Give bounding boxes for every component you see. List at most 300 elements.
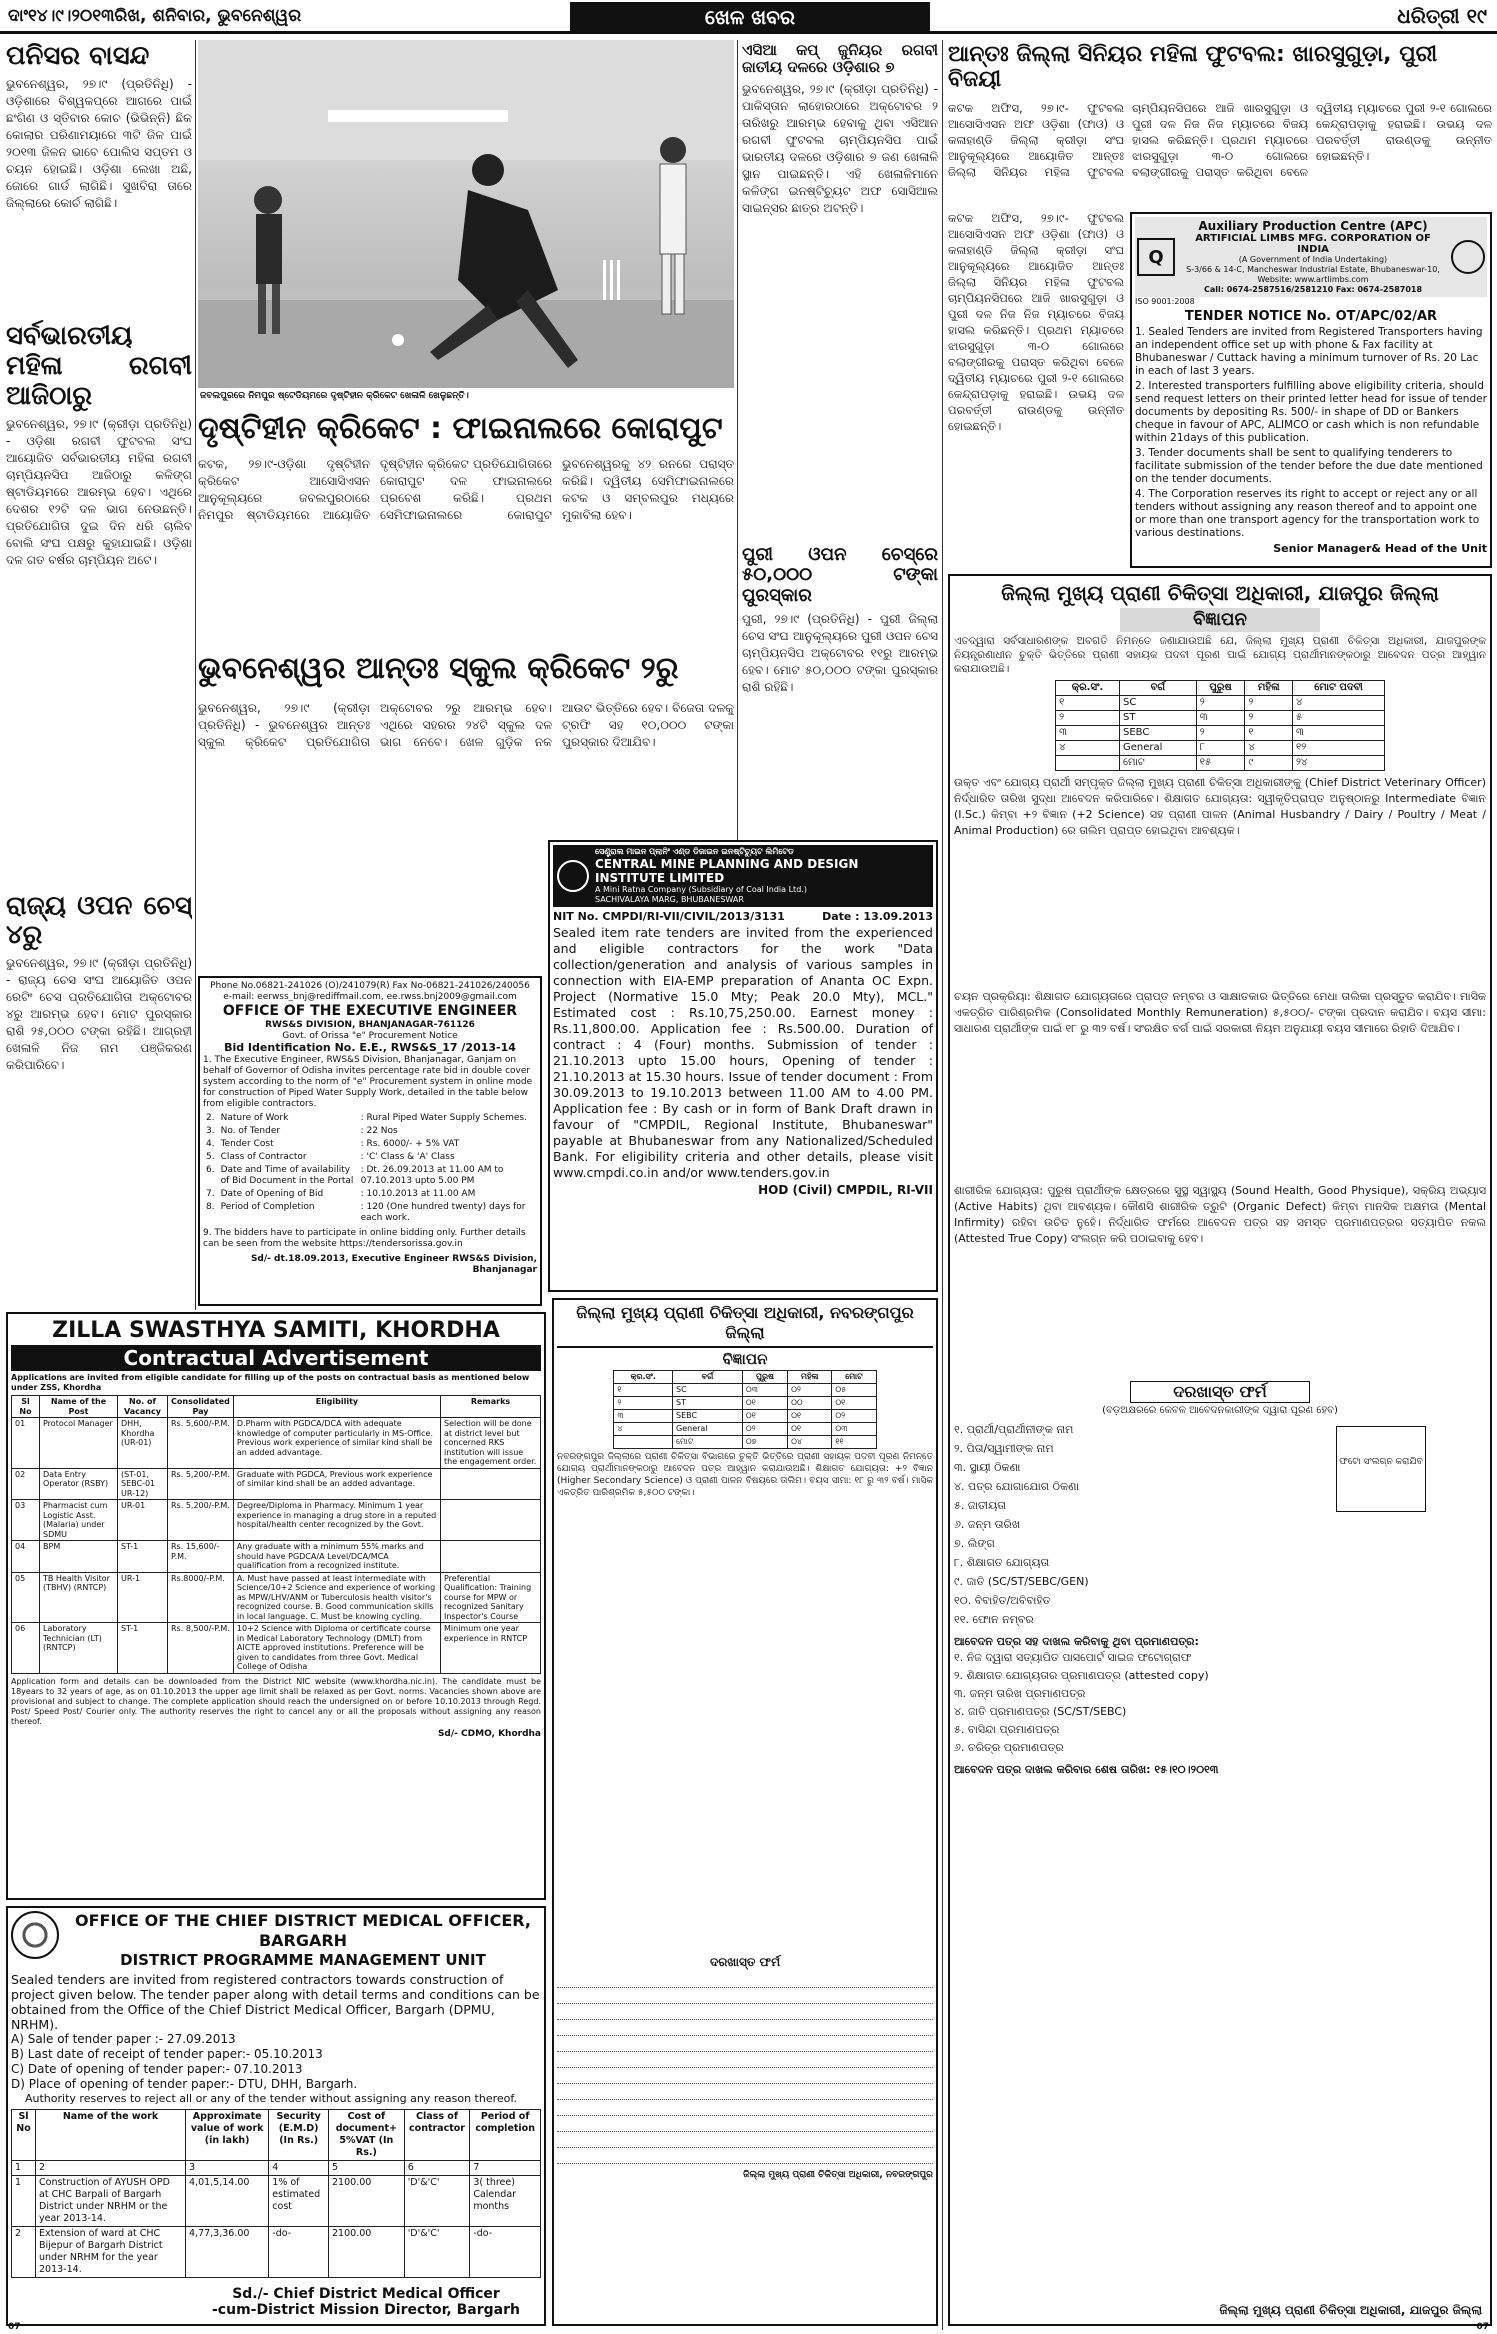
column-header: ମହିଳା <box>788 1371 832 1384</box>
form-field: ୭. ଲିଙ୍ଗ <box>954 1537 995 1550</box>
ad-contact: Call: 0674-2587516/2581210 Fax: 0674-2587018 <box>1203 285 1423 294</box>
womens-football-article-cont <box>948 210 1124 550</box>
form-lines <box>557 1974 933 2164</box>
ad-signature: ଜିଲ୍ଲା ମୁଖ୍ୟ ପ୍ରାଣୀ ଚିକିତ୍ସା ଅଧିକାରୀ, ଯାଜପୁର ଜିଲ୍ଲା <box>1219 2303 1482 2317</box>
newspaper-masthead: ଧରିତ୍ରୀ ୧୯ <box>1397 4 1487 28</box>
column-header: Period of completion <box>470 2110 541 2161</box>
photo-caption: ଜବଲପୁରରେ ନିମପୁର ଷ୍ଟେଡିୟମରେ ଦୃଷ୍ଟିହୀନ କ୍ରିକେଟ ଖେଳାଳି ଖେଳୁଛନ୍ତି। <box>200 391 469 401</box>
ad-title: ଜିଲ୍ଲା ମୁଖ୍ୟ ପ୍ରାଣୀ ଚିକିତ୍ସା ଅଧିକାରୀ, ଯାଜପୁର ଜିଲ୍ଲା <box>1001 581 1439 605</box>
form-line <box>557 2086 933 2100</box>
table-cell: 10+2 Science with Diploma or certificate course in Medical Laboratory Technology (DMLT) from AICTE approved institutions. Preference will be given to candidates from three Govt. Medical College of Odisha <box>233 1623 440 1674</box>
form-field: ୫. ଜାତୀୟତା <box>954 1499 1007 1512</box>
article-body: ଭୁବନେଶ୍ୱର, ୨୭।୯ (କ୍ରୀଡ଼ା ପ୍ରତିନିଧି) - ରାଜ୍ୟ ଚେସ ସଂଘ ଆୟୋଜିତ ଓପନ ରେଟିଂ ଚେସ ପ୍ରତିଯୋଗିତା ଅକ୍ଟୋବର ୪ରୁ ଆରମ୍ଭ ହେବ। ମୋଟ ପୁରସ୍କାର ରାଶି ୨୫,୦୦୦ ଟଙ୍କା ରହିଛି। ଆଗ୍ରହୀ ଖେଳାଳି ନିଜ ନାମ ପଞ୍ଜିକରଣ କରିପାରିବେ। <box>6 956 192 1073</box>
column-header: Security (E.M.D) (In Rs.) <box>269 2110 329 2161</box>
column-header: Name of the work <box>36 2110 186 2161</box>
table-cell: D.Pharm with PGDCA/DCA with adequate knowledge of computer particularly in MS-Office. Previous work experience of similar kind shall be an added advantage. <box>233 1418 440 1469</box>
table-cell <box>441 1468 541 1500</box>
deadline-note: ଆବେଦନ ପତ୍ର ଦାଖଲ କରିବାର ଶେଷ ତାରିଖ: ୧୫।୧୦।୨୦୧୩ <box>954 1763 1219 1776</box>
cmpdi-logo-icon <box>557 860 589 892</box>
ad-point: 3. Tender documents shall be sent to qualifying tenderers to facilitate submission of the tender before the due date mentioned on the tender documents. <box>1135 447 1483 485</box>
table-cell: 02 <box>12 1468 40 1500</box>
table-cell: Construction of AYUSH OPD at CHC Barpali of Bargarh District under NRHM or the year 2013-14. <box>36 2176 186 2227</box>
table-cell: General <box>1120 741 1197 756</box>
table-cell: 04 <box>12 1541 40 1573</box>
article-body: ଭୁବନେଶ୍ୱର, ୨୭।୯ (ପ୍ରତିନିଧି) - ଓଡ଼ିଶାରେ ବିଶ୍ୱକପ୍‌ରେ ଆଗରେ ପାଇଁ ଛଂଗିଣ ଓ ସ୍ତିବାର କୋଚ (ଭିଭିନ୍ନି) ଛିକ କୋଲାର ପରିଣାମୟାରେ ୩ଟି ଜିଳ ପାଇଁ ୨୦୧୩ ଜିଳନ ଭାବେ ପୋଲିସ ସପ୍ତମ ଓ ଚୟନ ହୋଇଛି। ଓଡ଼ିଶା ଲେଖା ଅଛି, ଜୋରେ ଗାର୍ଡ ଲାଗିଛି। ସୁଖବିରା ତାରେ ଜିଲ୍ଲାରେ କୋର୍ଚ ଲାଗିଛି। <box>6 76 192 210</box>
ad-org-odia: ସେଣ୍ଟ୍ରାଲ ମାଇନ ପ୍ଲାନିଂ ଏଣ୍ଡ ଡିଜାଇନ ଇନଷ୍ଟିଚ୍ୟୁଟ ଲିମିଟେଡ <box>595 847 794 856</box>
form-field: ୧୧. ଫୋନ ନମ୍ବର <box>954 1613 1034 1626</box>
table-cell: ୧ <box>614 1384 673 1397</box>
ad-cdmo-bargarh <box>6 1906 546 2326</box>
table-cell: : 22 Nos <box>360 1126 398 1136</box>
table-cell: SC <box>1120 696 1197 711</box>
table-cell: ୦୭ <box>742 1436 787 1449</box>
table-cell: Date of Opening of Bid <box>220 1189 324 1199</box>
form-field: ୬. ଜନ୍ମ ତାରିଖ <box>954 1518 1021 1531</box>
ad-footer: Application form and details can be downloaded from the District NIC website (www.khordha.nic.in). The candidate must be 18years to 32 years of age, as on 01.10.2013 the upper age limit shall be relaxed as per Govt. norms. Vacancies shown above are provisional and subject to change. The complete application should reach the undersigned on or before 10.10.2013 through Regd. Post/ Speed Post/ Courier only. The authority reserves the right to cancel any or all the proposals without assigning any reason thereof. <box>11 1676 541 1726</box>
column-divider <box>195 40 196 1310</box>
table-cell: ୩ <box>1056 726 1120 741</box>
table-cell: ୪ <box>1293 696 1385 711</box>
table-cell: UR-01 <box>118 1500 168 1541</box>
ad-title: OFFICE OF THE CHIEF DISTRICT MEDICAL OFFICER, BARGARH <box>74 1911 531 1950</box>
table-cell: 4 <box>269 2161 329 2176</box>
form-field: ୧୦. ବିବାହିତ/ଅବିବାହିତ <box>954 1594 1051 1607</box>
headline-panisara: ପନିସର ବାସନ୍ଦ <box>6 42 150 71</box>
ad-item: C) Date of opening of tender paper:- 07.10.2013 <box>11 2062 303 2076</box>
article-body: ପୁରୀ, ୨୭।୯ (ପ୍ରତିନିଧି) - ପୁରୀ ଜିଲ୍ଲା ଚେସ ସଂଘ ଆନୁକୂଲ୍ୟରେ ପୁରୀ ଓପନ ଚେସ ଚାମ୍ପିୟନସିପ ଅକ୍ଟୋବର ୧୧ରୁ ଆରମ୍ଭ ହେବ। ମୋଟ ୫୦,୦୦୦ ଟଙ୍କା ପୁରସ୍କାର ରାଶି ରହିଛି। <box>742 611 938 694</box>
table-cell: ୨୪ <box>1293 756 1385 771</box>
table-cell: 05 <box>12 1572 40 1623</box>
table-cell: : 120 (One hundred twenty) days for each work. <box>360 1202 526 1223</box>
table-cell: ୧୧ <box>832 1436 876 1449</box>
ad-address: S-3/66 & 14-C, Mancheswar Industrial Estate, Bhubaneswar-10, Website: www.artlimbs.com <box>1186 265 1440 284</box>
table-cell: Selection will be done at district level but concerned RKS institution will issue the engagement order. <box>441 1418 541 1469</box>
table-cell: ST-1 <box>118 1623 168 1674</box>
article-body: କଟକ ଅଫିସ, ୨୭।୯- ଫୁଟବଲ ଆସୋସିଏସନ ଅଫ ଓଡ଼ିଶା (ଫାଓ) ଓ କଳାହାଣ୍ଡି ଜିଲ୍ଲା କ୍ରୀଡ଼ା ସଂଘ ଆନୁକୂଲ୍ୟରେ ଆୟୋଜିତ ଆନ୍ତଃ ଜିଲ୍ଲା ସିନିୟର ମହିଳା ଫୁଟବଲ ଚାମ୍ପିୟନସିପରେ ଆଜି ଖାରସୁଗୁଡ଼ା ଓ ପୁରୀ ଦଳ ନିଜ ନିଜ ମ୍ୟାଚରେ ବିଜୟ ହାସଲ କରିଛନ୍ତି। ପ୍ରଥମ ମ୍ୟାଚରେ ଝାରସୁଗୁଡ଼ା ୩-୦ ଗୋଲରେ ବଲାଙ୍ଗୀରକୁ ପରାସ୍ତ କରିଥିବା ବେଳେ ଦ୍ୱିତୀୟ ମ୍ୟାଚରେ ପୁରୀ ୨-୧ ଗୋଲରେ କେନ୍ଦ୍ରାପଡ଼ାକୁ ହରାଇଛି। ଉଭୟ ଦଳ ପରବର୍ତ୍ତୀ ରାଉଣ୍ଡକୁ ଉନ୍ନୀତ ହୋଇଛନ୍ତି। <box>948 101 1492 179</box>
table-cell <box>1056 756 1120 771</box>
headline-womens-rugby: ସର୍ବଭାରତୀୟ ମହିଳା ରଗବୀ ଆଜିଠାରୁ <box>6 320 192 411</box>
ad-point: 4. The Corporation reserves its right to accept or reject any or all tenders without assigning any reason thereof and to appoint one or more than one transport agency for the transportation work to various destinations. <box>1135 488 1480 539</box>
table-cell: Tender Cost <box>220 1139 274 1149</box>
table-row <box>614 1436 876 1449</box>
attachment-item: ୪. ଜାତି ପ୍ରମାଣପତ୍ର (SC/ST/SEBC) <box>954 1705 1127 1718</box>
attachment-item: ୫. ବାସିନ୍ଦା ପ୍ରମାଣପତ୍ର <box>954 1723 1060 1736</box>
table-cell: Nature of Work <box>220 1113 289 1123</box>
article-body: ଭୁବନେଶ୍ୱର, ୨୭।୯ (କ୍ରୀଡ଼ା ପ୍ରତିନିଧି) - ଓଡ଼ିଶା ରଗବୀ ଫୁଟବଲ ସଂଘ ଆୟୋଜିତ ସର୍ବଭାରତୀୟ ମହିଳା ରଗବୀ ଚାମ୍ପିୟନସିପ ଆଜିଠାରୁ କଳିଙ୍ଗ ଷ୍ଟାଡିୟମରେ ଆରମ୍ଭ ହେବ। ଏଥିରେ ଦେଶର ୧୨ଟି ଦଳ ଭାଗ ନେଉଛନ୍ତି। ପ୍ରତିଯୋଗିତା ଦୁଇ ଦିନ ଧରି ଚାଲିବ ବୋଲି ସଂଘ ପକ୍ଷରୁ କୁହାଯାଇଛି। ଓଡ଼ିଶା ଦଳ ଗତ ବର୍ଷର ଚାମ୍ପିୟନ ଅଟେ। <box>6 416 192 567</box>
form-field: ୯. ଜାତି (SC/ST/SEBC/GEN) <box>954 1575 1089 1588</box>
column-header: ପୁରୁଷ <box>1196 681 1245 696</box>
attachment-item: ୩. ଜନ୍ମ ତାରିଖ ପ୍ରମାଣପତ୍ର <box>954 1687 1086 1700</box>
table-cell: 6 <box>404 2161 470 2176</box>
table-cell: : Rs. 6000/- + 5% VAT <box>360 1139 460 1149</box>
ad-address: SACHIVALAYA MARG, BHUBANESWAR <box>595 895 744 904</box>
ad-zilla-swasthya-samiti <box>6 1312 546 1900</box>
ad-item: A) Sale of tender paper :- 27.09.2013 <box>11 2032 236 2046</box>
headline-blind-cricket: ଦୃଷ୍ଟିହୀନ କ୍ରିକେଟ : ଫାଇନାଲରେ କୋରାପୁଟ <box>198 411 723 446</box>
ad-body: ଚୟନ ପ୍ରକ୍ରିୟା: ଶିକ୍ଷାଗତ ଯୋଗ୍ୟତାରେ ପ୍ରାପ୍ତ ନମ୍ବର ଓ ସାକ୍ଷାତକାର ଭିତ୍ତିରେ ମେଧା ତାଲିକା ପ୍ରସ୍ତୁତ କରାଯିବ। ମାସିକ ଏକତ୍ରିତ ପାରିଶ୍ରମିକ (Consolidated Monthly Remuneration) ୫,୫୦୦/- ଟଙ୍କା ପ୍ରଦାନ କରାଯିବ। ବୟସ ସୀମା: ସାଧାରଣ ପ୍ରାର୍ଥୀଙ୍କ ପାଇଁ ୧୮ ରୁ ୩୨ ବର୍ଷ। ସଂରକ୍ଷିତ ବର୍ଗ ପାଇଁ ସରକାରୀ ନିୟମ ଅନୁଯାୟୀ ବୟସ ସୀମାରେ ରିହାତି ଦିଆଯିବ। <box>954 990 1486 1035</box>
table-cell: ୦୨ <box>742 1423 787 1436</box>
table-cell: ୪ <box>1245 741 1293 756</box>
form-line <box>557 2054 933 2068</box>
table-cell: Rs. 15,600/-P.M. <box>168 1541 234 1573</box>
table-cell: ୦୨ <box>788 1384 832 1397</box>
ad-signature: Senior Manager& Head of the Unit <box>1273 542 1487 555</box>
table-cell: 1% of estimated cost <box>269 2176 329 2227</box>
table-row <box>614 1397 876 1410</box>
table-cell: : 'C' Class & 'A' Class <box>360 1152 455 1162</box>
table-cell: ୦୧ <box>832 1397 876 1410</box>
form-title: ଦରଖାସ୍ତ ଫର୍ମ <box>709 1955 781 1969</box>
nrhm-logo-icon <box>11 1911 59 1959</box>
table-cell: ୨ <box>1196 696 1245 711</box>
table-cell: SC <box>673 1384 743 1397</box>
attachment-item: ୬. ଚରିତ୍ର ପ୍ରମାଣପତ୍ର <box>954 1741 1064 1754</box>
ad-body: ଉକ୍ତ ଏବଂ ଯୋଗ୍ୟ ପ୍ରାର୍ଥୀ ସମ୍ପୃକ୍ତ ଜିଲ୍ଲା ମୁଖ୍ୟ ପ୍ରାଣୀ ଚିକିତ୍ସା ଅଧିକାରୀଙ୍କୁ (Chief District Veterinary Officer) ନିର୍ଦ୍ଧାରିତ ତାରିଖ ସୁଦ୍ଧା ଆବେଦନ କରିପାରିବେ। ଶିକ୍ଷାଗତ ଯୋଗ୍ୟତା: ସ୍ୱୀକୃତିପ୍ରାପ୍ତ ଅନୁଷ୍ଠାନରୁ Intermediate ବିଜ୍ଞାନ (I.Sc.) କିମ୍ବା +୨ ବିଜ୍ଞାନ (+2 Science) ସହ ପ୍ରାଣୀ ପାଳନ (Animal Husbandry / Dairy / Poultry / Meat / Animal Production) ରେ ତାଲିମ ପ୍ରାପ୍ତ ହୋଇଥିବା ଆବଶ୍ୟକ। <box>954 776 1486 837</box>
table-cell: Degree/Diploma in Pharmacy. Minimum 1 year experience in managing a drug store in a reputed hospital/health center recognized by the Govt. <box>233 1500 440 1541</box>
ad-signature: Sd/- dt.18.09.2013, Executive Engineer RWS&S Division, Bhanjanagar <box>250 1254 537 1275</box>
table-cell: 2100.00 <box>329 2227 405 2278</box>
table-row <box>203 1138 537 1151</box>
page-footer-right: 07 <box>1476 2322 1489 2332</box>
table-cell: 3( three) Calendar months <box>470 2176 541 2227</box>
table-cell: Rs. 5,600/-P.M. <box>168 1418 234 1469</box>
ad-band: ବିଜ୍ଞାପନ <box>1120 608 1320 632</box>
table-cell: 03 <box>12 1500 40 1541</box>
table-cell: ୫ <box>1293 711 1385 726</box>
table-cell: 6. <box>206 1165 215 1175</box>
table-cell: 2 <box>12 2227 36 2278</box>
column-divider <box>737 40 738 840</box>
column-header: ମହିଳା <box>1245 681 1293 696</box>
article-body: କଟକ ଅଫିସ, ୨୭।୯- ଫୁଟବଲ ଆସୋସିଏସନ ଅଫ ଓଡ଼ିଶା (ଫାଓ) ଓ କଳାହାଣ୍ଡି ଜିଲ୍ଲା କ୍ରୀଡ଼ା ସଂଘ ଆନୁକୂଲ୍ୟରେ ଆୟୋଜିତ ଆନ୍ତଃ ଜିଲ୍ଲା ସିନିୟର ମହିଳା ଫୁଟବଲ ଚାମ୍ପିୟନସିପରେ ଆଜି ଖାରସୁଗୁଡ଼ା ଓ ପୁରୀ ଦଳ ନିଜ ନିଜ ମ୍ୟାଚରେ ବିଜୟ ହାସଲ କରିଛନ୍ତି। ପ୍ରଥମ ମ୍ୟାଚରେ ଝାରସୁଗୁଡ଼ା ୩-୦ ଗୋଲରେ ବଲାଙ୍ଗୀରକୁ ପରାସ୍ତ କରିଥିବା ବେଳେ ଦ୍ୱିତୀୟ ମ୍ୟାଚରେ ପୁରୀ ୨-୧ ଗୋଲରେ କେନ୍ଦ୍ରାପଡ଼ାକୁ ହରାଇଛି। ଉଭୟ ଦଳ ପରବର୍ତ୍ତୀ ରାଉଣ୍ଡକୁ ଉନ୍ନୀତ ହୋଇଛନ୍ତି। <box>948 211 1124 433</box>
table-row <box>1056 756 1385 771</box>
accessibility-icon <box>1451 240 1485 274</box>
posts-table <box>11 1395 541 1674</box>
table-row <box>203 1125 537 1138</box>
table-cell: Graduate with PGDCA, Previous work experience of similar kind shall be an added advantage. <box>233 1468 440 1500</box>
column-header: Approximate value of work (in lakh) <box>186 2110 269 2161</box>
ad-title: ଜିଲ୍ଲା ମୁଖ୍ୟ ପ୍ରାଣୀ ଚିକିତ୍ସା ଅଧିକାରୀ, ନବରଙ୍ଗପୁର ଜିଲ୍ଲା <box>557 1303 933 1348</box>
table-cell: A. Must have passed at least intermediate with Science/10+2 Science and experience of working as MPW/LHV/ANM or Tuberculosis health visitor's recognized course. B. Good communication skills in local language. C. Must be knowing cycling. <box>233 1572 440 1623</box>
form-title: ଦରଖାସ୍ତ ଫର୍ମ <box>1130 1381 1310 1403</box>
table-cell: ୩ <box>1196 711 1245 726</box>
table-cell: ୧୫ <box>1196 756 1245 771</box>
table-cell <box>441 1500 541 1541</box>
table-cell: UR-1 <box>118 1572 168 1623</box>
table-cell: ୨ <box>1245 711 1293 726</box>
attachment-item: ୨. ଶିକ୍ଷାଗତ ଯୋଗ୍ୟତାର ପ୍ରମାଣପତ୍ର (attested copy) <box>954 1669 1209 1682</box>
header-dateline: ଦାଂ୧୪।୯।୨୦୧୩ରିଖ, ଶନିବାର, ଭୁବନେଶ୍ୱର <box>8 6 302 26</box>
table-header-row <box>614 1371 876 1384</box>
table-row <box>1056 696 1385 711</box>
table-cell: Preferential Qualification: Training course for MPW or recognized Sanitary Inspector's Course <box>441 1572 541 1623</box>
womens-football-article <box>948 100 1492 210</box>
table-header-row <box>12 1396 541 1418</box>
ad-signature: -cum-District Mission Director, Bargarh <box>212 2302 520 2318</box>
table-cell: ୨ <box>1056 711 1120 726</box>
table-cell: No. of Tender <box>220 1126 281 1136</box>
ad-details-table <box>203 1112 537 1225</box>
table-row <box>12 1541 541 1573</box>
table-cell: ମୋଟ <box>673 1436 743 1449</box>
ad-cdvo-nabarangpur <box>552 1298 938 2326</box>
table-cell: General <box>673 1423 743 1436</box>
ad-note: 9. The bidders have to participate in online bidding only. Further details can be seen from the website https://tendersorissa.gov.in <box>203 1228 526 1249</box>
table-header-row <box>1056 681 1385 696</box>
table-cell: Any graduate with a minimum 55% marks and should have PGDCA/A Level/DCA/MCA qualification from a recognized institute. <box>233 1541 440 1573</box>
headline-asia-cup-rugby: ଏସିଆ କପ୍ ଜୁନିୟର ରଗବୀ ଜାତୀୟ ଦଳରେ ଓଡ଼ିଶାର ୭ <box>742 42 938 77</box>
ad-item: D) Place of opening of tender paper:- DTU, DHH, Bargarh. <box>11 2077 358 2091</box>
table-row <box>203 1164 537 1188</box>
table-cell: 'D'&'C' <box>404 2176 470 2227</box>
table-row <box>12 2176 541 2227</box>
column-header: Eligibility <box>233 1396 440 1418</box>
ad-org: CENTRAL MINE PLANNING AND DESIGN INSTITUTE LIMITED <box>595 857 859 885</box>
column-header: No. of Vacancy <box>118 1396 168 1418</box>
table-cell: -do- <box>269 2227 329 2278</box>
column-header: ମୋଟ <box>832 1371 876 1384</box>
attachments-title: ଆବେଦନ ପତ୍ର ସହ ଦାଖଲ କରିବାକୁ ଥିବା ପ୍ରମାଣପତ୍ର: <box>954 1635 1199 1648</box>
table-cell: 4,77,3,36.00 <box>186 2227 269 2278</box>
table-cell: 4. <box>206 1139 215 1149</box>
table-cell: SEBC <box>1120 726 1197 741</box>
table-cell: ୦୧ <box>788 1423 832 1436</box>
form-field: ୨. ପିତା/ସ୍ୱାମୀଙ୍କ ନାମ <box>954 1442 1054 1455</box>
table-cell: ୩ <box>1293 726 1385 741</box>
ad-body: ନବରଙ୍ଗପୁର ଜିଲ୍ଲାରେ ପ୍ରାଣୀ ଚିକିତ୍ସା ବିଭାଗରେ ଚୁକ୍ତି ଭିତ୍ତିରେ ପ୍ରାଣୀ ସହାୟକ ପଦବୀ ପୂରଣ ନିମନ୍ତେ ଯୋଗ୍ୟ ପ୍ରାର୍ଥୀମାନଙ୍କଠାରୁ ଆବେଦନ ପତ୍ର ଆହ୍ୱାନ କରାଯାଉଅଛି। ଶିକ୍ଷାଗତ ଯୋଗ୍ୟତା: +୨ ବିଜ୍ଞାନ (Higher Secondary Science) ଓ ପ୍ରାଣୀ ପାଳନ ବିଷୟରେ ତାଲିମ। ବୟସ ସୀମା: ୧୮ ରୁ ୩୨ ବର୍ଷ। ମାସିକ ଏକତ୍ରିତ ପାରିଶ୍ରମିକ ୫,୫୦୦ ଟଙ୍କା। <box>557 1452 933 1498</box>
ad-signature: HOD (Civil) CMPDIL, RI-VII <box>758 1183 933 1197</box>
ad-intro: 1. The Executive Engineer, RWS&S Division, Bhanjanagar, Ganjam on behalf of Governor of Odisha invites percentage rate bid in double cover system according to the norm of "e" Procurement system in online mode for construction of Piped Water Supply Work, detailed in the table below from eligible contractors. <box>203 1055 533 1109</box>
table-row <box>12 1623 541 1674</box>
ad-band: ବିଜ୍ଞାପନ <box>722 1350 768 1368</box>
column-header: ପୁରୁଷ <box>742 1371 787 1384</box>
photo-box: ଫଟୋ ସଂଲଗ୍ନ କରାଯିବ <box>1336 1426 1426 1512</box>
table-row <box>12 1418 541 1469</box>
form-line <box>557 2134 933 2148</box>
ad-reserve-note: Authority reserves to reject all or any of the tender without assigning any reason thereof. <box>25 2092 517 2105</box>
ad-notice-number: TENDER NOTICE No. OT/APC/02/AR <box>1184 309 1438 324</box>
section-title: ଖେଳ ଖବର <box>570 2 930 32</box>
column-divider <box>942 40 943 2330</box>
table-cell: Protocol Manager <box>40 1418 118 1469</box>
table-header-row <box>12 2110 541 2161</box>
table-row <box>12 1468 541 1500</box>
column-header: Consolidated Pay <box>168 1396 234 1418</box>
page-footer-left: 07 <box>8 2322 21 2332</box>
column-header: Sl No <box>12 1396 40 1418</box>
form-line <box>557 1974 933 1988</box>
table-cell: 1 <box>12 2176 36 2227</box>
table-cell: ST-1 <box>118 1541 168 1573</box>
ad-title: OFFICE OF THE EXECUTIVE ENGINEER <box>222 1003 518 1019</box>
alimco-logo-icon: Q <box>1137 238 1175 276</box>
table-row <box>12 2161 541 2176</box>
application-form <box>954 1420 1486 1629</box>
column-header: କ୍ର.ସଂ. <box>614 1371 673 1384</box>
form-line <box>557 2118 933 2132</box>
column-header: ମୋଟ ପଦବୀ <box>1293 681 1385 696</box>
ad-phone: Phone No.06821-241026 (O)/241079(R) Fax No-06821-241026/240056 <box>210 981 530 991</box>
table-cell: 5. <box>206 1152 215 1162</box>
ad-cdvo-jajpur <box>948 574 1492 2326</box>
table-cell: -do- <box>470 2227 541 2278</box>
table-cell: Data Entry Operator (RSBY) <box>40 1468 118 1500</box>
table-cell: ୧୨ <box>1293 741 1385 756</box>
table-cell: ୩ <box>614 1410 673 1423</box>
table-cell: Date and Time of availability of Bid Document in the Portal <box>220 1165 354 1186</box>
ad-point: 1. Sealed Tenders are invited from Registered Transporters having an independent office set up with phone & Fax facility at Bhubaneswar / Cuttack having a minimum turnover of Rs. 20 Lac in each of last 3 years. <box>1135 326 1483 377</box>
table-row <box>614 1410 876 1423</box>
table-row <box>614 1384 876 1397</box>
table-row <box>12 1500 541 1541</box>
column-header: ବର୍ଗ <box>673 1371 743 1384</box>
table-cell: 8. <box>206 1202 215 1212</box>
table-cell: ୦୧ <box>742 1397 787 1410</box>
table-cell: DHH, Khordha (UR-01) <box>118 1418 168 1469</box>
column-header: Class of contractor <box>404 2110 470 2161</box>
table-row <box>1056 741 1385 756</box>
ad-nit-number: NIT No. CMPDI/RI-VII/CIVIL/2013/3131 <box>553 910 785 923</box>
ad-name: Auxiliary Production Centre (APC) <box>1198 219 1428 233</box>
table-cell: Pharmacist cum Logistic Asst. (Malaria) under SDMU <box>40 1500 118 1541</box>
ad-title: ZILLA SWASTHYA SAMITI, KHORDHA <box>52 1318 500 1343</box>
table-cell: ୦୩ <box>832 1423 876 1436</box>
vacancy-table <box>613 1370 876 1449</box>
table-cell: 7 <box>470 2161 541 2176</box>
form-field: ୧. ପ୍ରାର୍ଥୀ/ପ୍ରାର୍ଥୀନୀଙ୍କ ନାମ <box>954 1423 1074 1436</box>
ad-intro: Applications are invited from eligible candidate for filling up of the posts on contractual basis as mentioned below under ZSS, Khordha <box>11 1373 530 1392</box>
column-header: କ୍ର.ସଂ. <box>1056 681 1120 696</box>
table-row <box>203 1201 537 1225</box>
table-cell <box>614 1436 673 1449</box>
ad-govt: (A Government of India Undertaking) <box>1238 255 1388 264</box>
column-left-news <box>6 42 192 1302</box>
table-cell: ୧ <box>1056 696 1120 711</box>
form-field: ୩. ସ୍ଥାୟୀ ଠିକଣା <box>954 1461 1021 1474</box>
ad-intro: ଏତଦ୍ୱାରା ସର୍ବସାଧାରଣଙ୍କ ଅବଗତି ନିମନ୍ତେ ଜଣାଯାଉଅଛି ଯେ, ଜିଲ୍ଲା ମୁଖ୍ୟ ପ୍ରାଣୀ ଚିକିତ୍ସା ଅଧିକାରୀ, ଯାଜପୁରଙ୍କ ନିୟନ୍ତ୍ରଣାଧୀନ ଚୁକ୍ତି ଭିତ୍ତିରେ ପ୍ରାଣୀ ସହାୟକ ପଦବୀ ପୂରଣ ପାଇଁ ଯୋଗ୍ୟ ପ୍ରାର୍ଥୀମାନଙ୍କଠାରୁ ଆବେଦନ ପତ୍ର ଆହ୍ୱାନ କରାଯାଉଅଛି। <box>954 635 1486 675</box>
table-cell: 01 <box>12 1418 40 1469</box>
table-cell: ୨ <box>1196 726 1245 741</box>
table-cell: Rs.8000/-P.M. <box>168 1572 234 1623</box>
ad-band: Contractual Advertisement <box>11 1345 541 1371</box>
table-row <box>614 1423 876 1436</box>
table-cell: 4,01,5,14.00 <box>186 2176 269 2227</box>
blind-cricket-photo <box>198 40 734 388</box>
iso-badge: ISO 9001:2008 <box>1135 297 1195 306</box>
ad-signature: Sd/- CDMO, Khordha <box>437 1728 541 1739</box>
table-cell: ୨ <box>1245 696 1293 711</box>
ad-body: ଶାରୀରିକ ଯୋଗ୍ୟତା: ପୁରୁଷ ପ୍ରାର୍ଥୀଙ୍କ କ୍ଷେତ୍ରରେ ସୁସ୍ଥ ସ୍ୱାସ୍ଥ୍ୟ (Sound Health, Good Physique), ସକ୍ରିୟ ଅଭ୍ୟାସ (Active Habits) ଥିବା ଆବଶ୍ୟକ। କୌଣସି ଶାରୀରିକ ତ୍ରୁଟି (Organic Defect) କିମ୍ବା ମାନସିକ ଅକ୍ଷମତା (Mental Infirmity) ରହିବା ଉଚିତ ନୁହେଁ। ନିର୍ଦ୍ଧାରିତ ଫର୍ମରେ ଆବେଦନ ପତ୍ର ସହ ସମସ୍ତ ପ୍ରମାଣପତ୍ରର ସତ୍ୟାପିତ ନକଲ (Attested True Copy) ସଂଲଗ୍ନ କରି ପଠାଇବାକୁ ହେବ। <box>954 1184 1486 1245</box>
table-row <box>1056 726 1385 741</box>
form-line <box>557 2070 933 2084</box>
table-cell: 3. <box>206 1126 215 1136</box>
table-row <box>203 1188 537 1201</box>
table-cell: ୦୦ <box>788 1397 832 1410</box>
article-body: ଭୁବନେଶ୍ୱର, ୨୭।୯ (କ୍ରୀଡ଼ା ପ୍ରତିନିଧି) - ଭୁବନେଶ୍ୱର ଆନ୍ତଃ ସ୍କୁଲ କ୍ରିକେଟ ପ୍ରତିଯୋଗିତା ଅକ୍ଟୋବର ୨ରୁ ଆରମ୍ଭ ହେବ। ଏଥିରେ ସହରର ୨୪ଟି ସ୍କୁଲ ଦଳ ଭାଗ ନେବେ। ଖେଳ ଗୁଡ଼ିକ ନକ ଆଉଟ ଭିତ୍ତିରେ ହେବ। ବିଜେତା ଦଳକୁ ଟ୍ରଫି ସହ ୧୦,୦୦୦ ଟଙ୍କା ପୁରସ୍କାର ଦିଆଯିବ। <box>198 701 734 749</box>
ad-text: Sealed item rate tenders are invited from the experienced and eligible contractors for the work "Data collection/generation and analysis of various samples in connection with EIA-EMP preparation of Ananta OC Expn. Project (Normative 15.0 Mty; Peak 20.0 Mty), MCL." Estimated cost : Rs.10,75,250.00. Earnest money : Rs.11,800.00. Application fee : Rs.500.00. Duration of contract : 4 (Four) months. Submission of tender : 21.10.2013 upto 15.00 hours, Opening of tender : 21.10.2013 at 15.30 hours. Issue of tender document : From 30.09.2013 to 19.10.2013 between 11.00 AM to 4.00 PM. Application fee : By cash or in form of Bank Draft drawn in favour of "CMPDIL, Regional Institute, Bhubaneswar" payable at Bhubaneswar from any Nationalized/Scheduled Bank. For eligibility criteria and other details, please visit www.cmpdi.co.in and/or www.tenders.gov.in <box>553 925 933 1180</box>
table-cell: ୦୩ <box>742 1384 787 1397</box>
ad-signature: Sd./- Chief District Medical Officer <box>232 2286 500 2302</box>
headline-puri-open-chess: ପୁରୀ ଓପନ ଚେସ୍‌ରେ ୫୦,୦୦୦ ଟଙ୍କା ପୁରସ୍କାର <box>742 543 938 606</box>
table-cell: (ST-01, SEBC-01 UR-12) <box>118 1468 168 1500</box>
form-line <box>557 2102 933 2116</box>
table-cell: Period of Completion <box>220 1202 315 1212</box>
ad-subtitle: DISTRICT PROGRAMME MANAGEMENT UNIT <box>120 1951 486 1969</box>
ad-bid-id: Bid Identification No. E.E., RWS&S_17 /2013-14 <box>224 1041 516 1054</box>
form-subtitle: (ବଡ଼ଅକ୍ଷରରେ କେବଳ ଆବେଦନକାରୀଙ୍କ ଦ୍ୱାରା ପୂରଣ ହେବ) <box>1102 1405 1338 1416</box>
table-cell: ୦୧ <box>788 1410 832 1423</box>
column-header: Cost of document+ 5%VAT (In Rs.) <box>329 2110 405 2161</box>
table-cell: ୨ <box>614 1397 673 1410</box>
headline-school-cricket: ଭୁବନେଶ୍ୱର ଆନ୍ତଃ ସ୍କୁଲ କ୍ରିକେଟ ୨ରୁ <box>198 651 679 686</box>
table-row <box>203 1112 537 1125</box>
table-cell: 2100.00 <box>329 2176 405 2227</box>
table-cell: 1 <box>12 2161 36 2176</box>
form-line <box>557 2006 933 2020</box>
table-cell: Rs. 5,200/-P.M. <box>168 1500 234 1541</box>
table-cell: Extension of ward at CHC Bijepur of Bargarh District under NRHM for the year 2013-14. <box>36 2227 186 2278</box>
column-header: Name of the Post <box>40 1396 118 1418</box>
vacancy-table <box>1055 680 1385 771</box>
ad-email: e-mail: eerwss_bnj@rediffmail.com, ee.rwss.bnj2009@gmail.com <box>223 992 517 1002</box>
table-row <box>203 1151 537 1164</box>
column-header: Remarks <box>441 1396 541 1418</box>
table-cell: BPM <box>40 1541 118 1573</box>
table-cell: ୦୫ <box>832 1384 876 1397</box>
column-middle-news <box>742 42 938 832</box>
table-cell: ୧ <box>1245 726 1293 741</box>
table-cell: : 10.10.2013 at 11.00 AM <box>360 1189 476 1199</box>
table-cell: 5 <box>329 2161 405 2176</box>
form-field: ୮. ଶିକ୍ଷାଗତ ଯୋଗ୍ୟତା <box>954 1556 1050 1569</box>
table-cell: ST <box>673 1397 743 1410</box>
cricket-scene-illustration <box>198 40 734 388</box>
form-line <box>557 2150 933 2164</box>
ad-intro: Sealed tenders are invited from registered contractors towards construction of project given below. The tender paper along with detail terms and conditions can be obtained from the Office of the Chief District Medical Officer, Bargarh (DPMU, NRHM). <box>11 1972 540 2032</box>
ad-signature: ଜିଲ୍ଲା ମୁଖ୍ୟ ପ୍ରାଣୀ ଚିକିତ୍ସା ଅଧିକାରୀ, ନବରଙ୍ଗପୁର <box>743 2170 933 2180</box>
table-cell: ୦୧ <box>742 1410 787 1423</box>
ad-sub: A Mini Ratna Company (Subsidiary of Coal India Ltd.) <box>595 885 807 894</box>
ad-cmpdi <box>548 840 938 1292</box>
ad-point: 2. Interested transporters fulfilling above eligibility criteria, should send request letters on their printed letter head for issue of tender documents by depositing Rs. 500/- in shape of DD or Bankers cheque in favour of APC, ALIMCO or cash which is non refundable within 21days of this publication. <box>1135 380 1487 444</box>
ad-corp: ARTIFICIAL LIMBS MFG. CORPORATION OF INDIA <box>1195 233 1431 255</box>
form-line <box>557 2038 933 2052</box>
column-header: ବର୍ଗ <box>1120 681 1197 696</box>
headline-womens-football: ଆନ୍ତଃ ଜିଲ୍ଲା ସିନିୟର ମହିଳା ଫୁଟବଲ: ଖାରସୁଗୁଡ଼ା, ପୁରୀ ବିଜୟୀ <box>948 42 1438 93</box>
table-cell: ୪ <box>1056 741 1120 756</box>
table-row <box>1056 711 1385 726</box>
table-cell: Laboratory Technician (LT) (RNTCP) <box>40 1623 118 1674</box>
attachment-item: ୧. ନିଜ ଦ୍ୱାରା ସତ୍ୟାପିତ ପାସପୋର୍ଟ ସାଇଜ ଫଟୋଗ୍ରାଫ <box>954 1651 1192 1664</box>
table-cell: 2. <box>206 1113 215 1123</box>
table-cell <box>441 1541 541 1573</box>
table-row <box>12 1572 541 1623</box>
blind-cricket-article <box>198 456 734 648</box>
table-cell: ମୋଟ <box>1120 756 1197 771</box>
ad-date: Date : 13.09.2013 <box>822 910 933 923</box>
column-header: Sl No <box>12 2110 36 2161</box>
ad-apc-alimco <box>1130 212 1492 568</box>
table-row <box>12 2227 541 2278</box>
table-cell: ୮ <box>1196 741 1245 756</box>
table-cell: Minimum one year experience in RNTCP <box>441 1623 541 1674</box>
form-line <box>557 2022 933 2036</box>
table-cell: ୪ <box>614 1423 673 1436</box>
table-cell: Class of Contractor <box>220 1152 307 1162</box>
table-cell: ୦୨ <box>832 1410 876 1423</box>
table-cell: 2 <box>36 2161 186 2176</box>
headline-state-chess: ରାଜ୍ୟ ଓପନ ଚେସ୍ ୪ରୁ <box>6 890 192 951</box>
